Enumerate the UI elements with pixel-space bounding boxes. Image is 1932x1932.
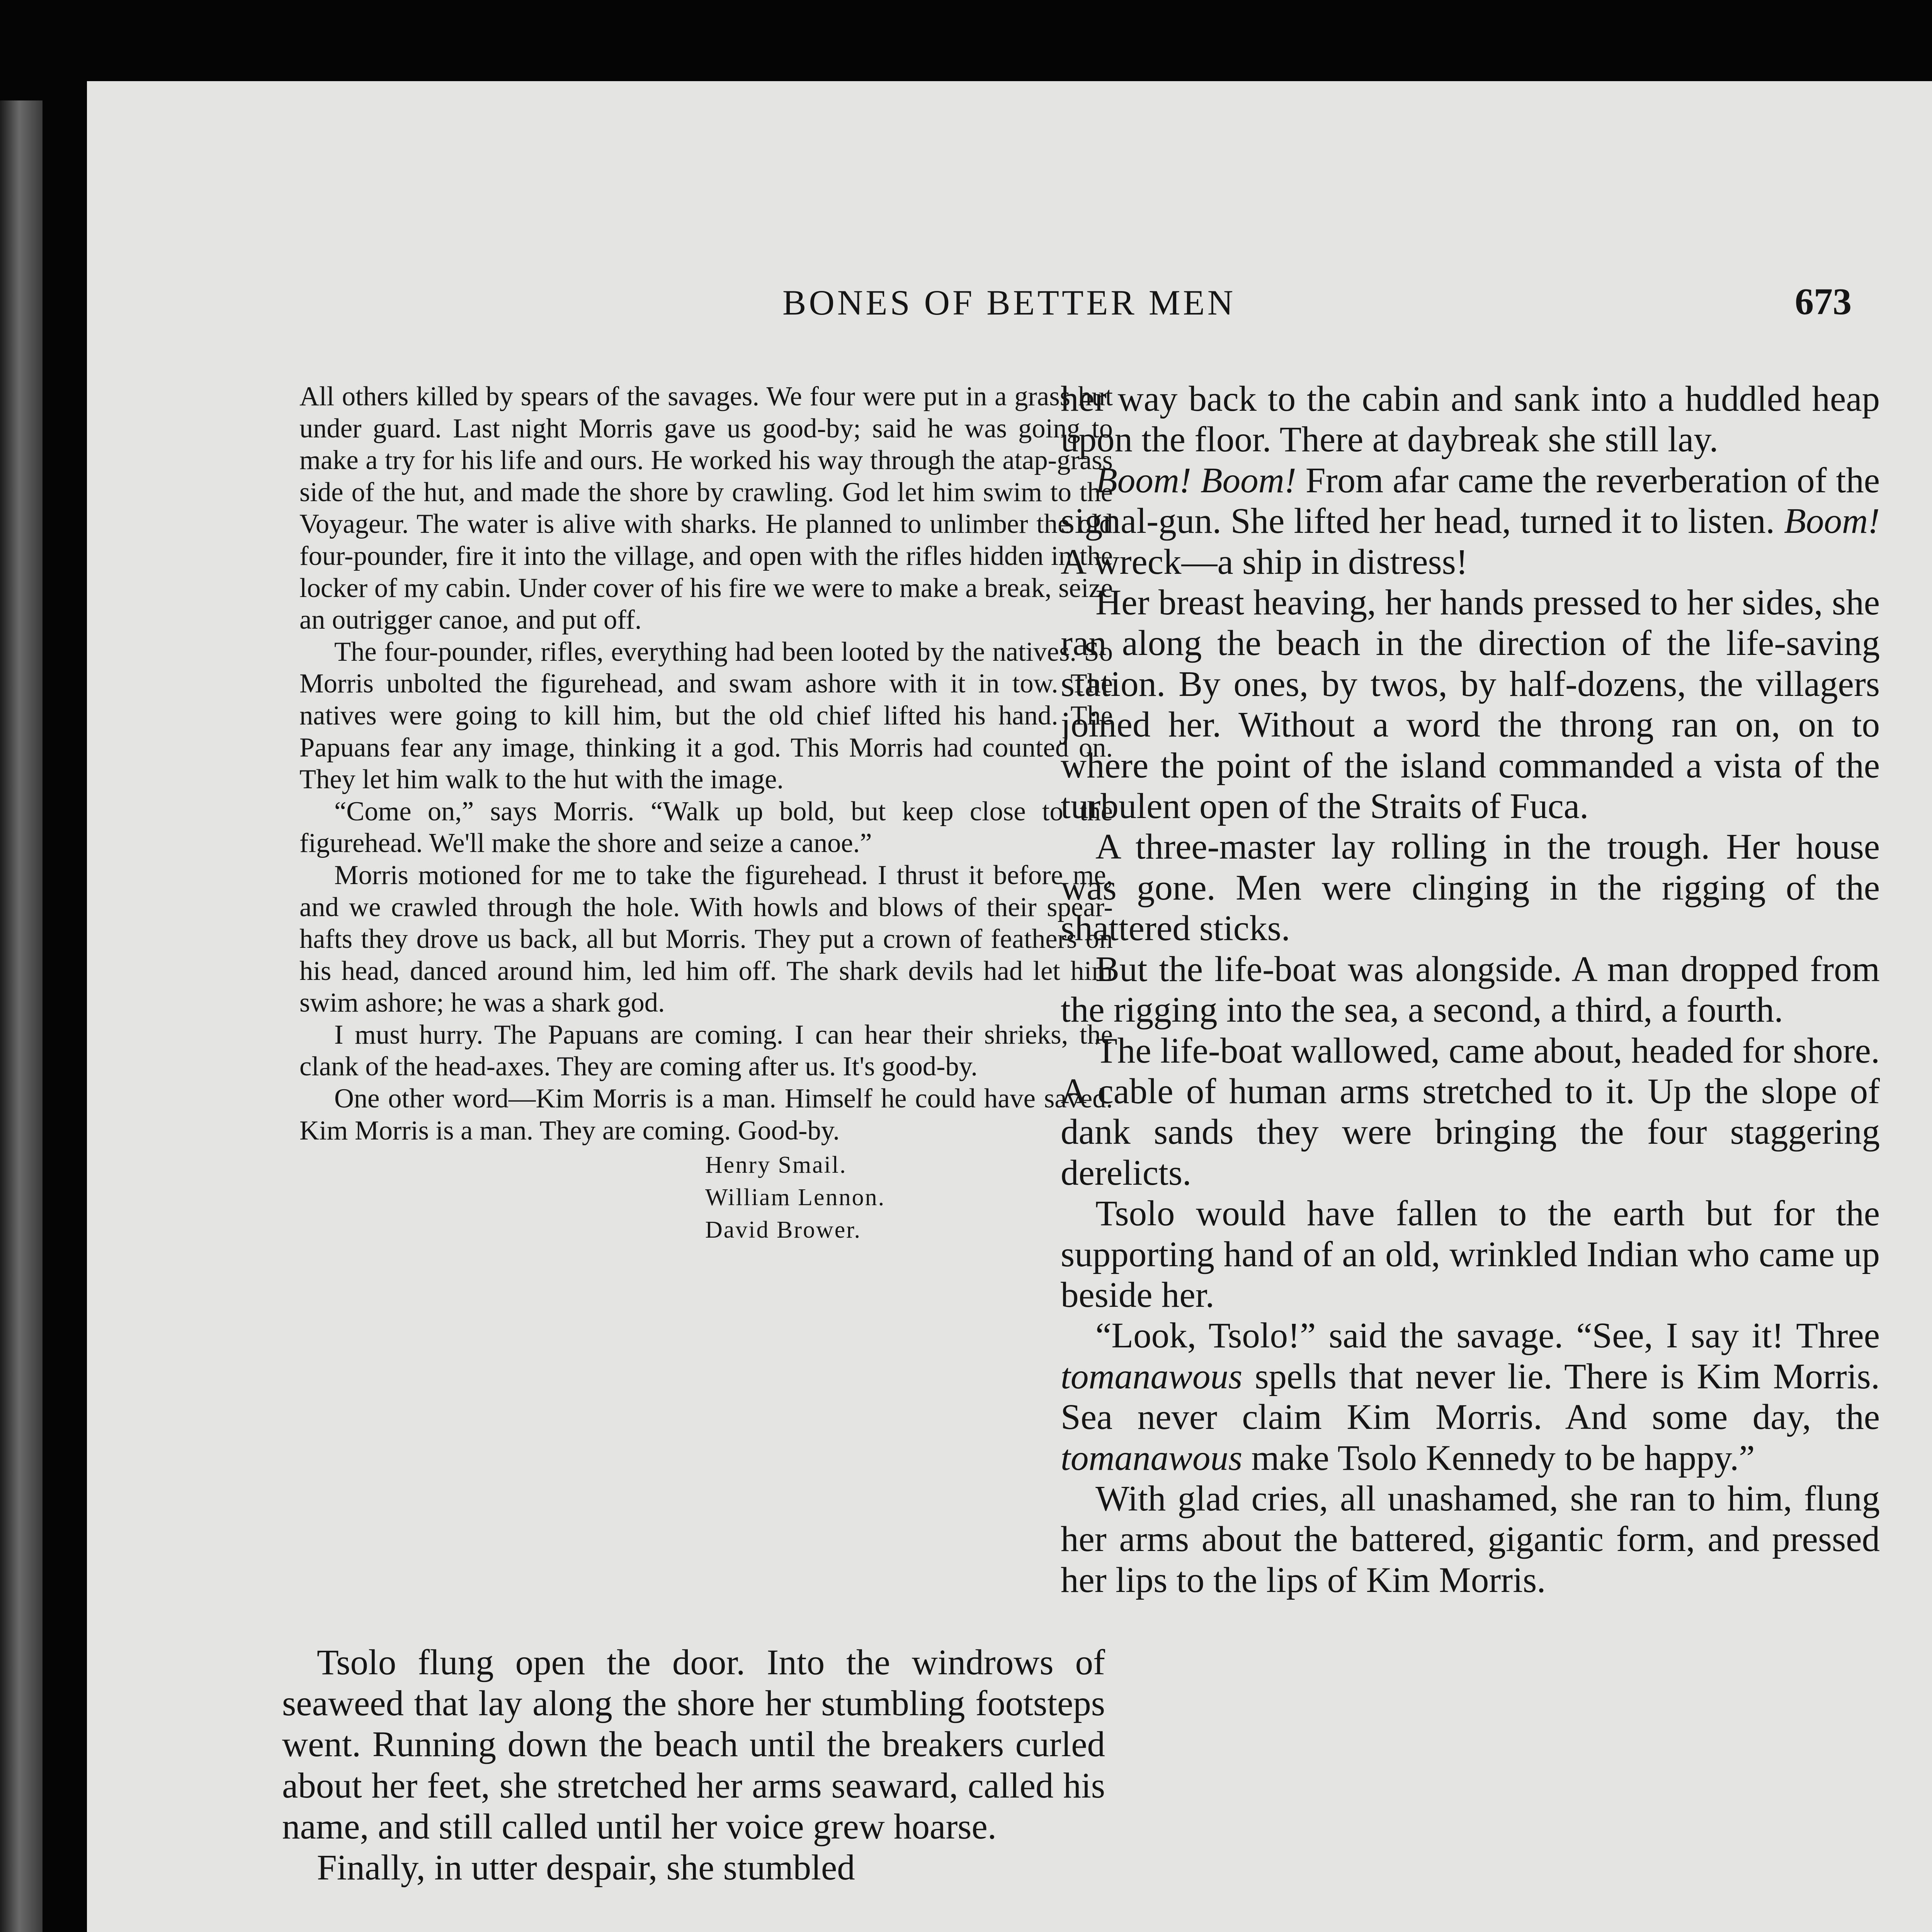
story-text: From afar came the reverberation of the signal-gun. She lifted her head, turned it to listen. <box>1061 460 1880 541</box>
story-paragraph: The life-boat wallowed, came about, headed for shore. A cable of human arms stretched to it. Up the slope of dank sands they were bringing the four staggering derelicts. <box>1061 1031 1880 1193</box>
letter-paragraph: One other word—Kim Morris is a man. Himself he could have saved. Kim Morris is a man. They are coming. Good-by. <box>299 1083 1113 1146</box>
story-paragraph: But the life-boat was alongside. A man dropped from the rigging into the sea, a second, a third, a fourth. <box>1061 949 1880 1030</box>
right-story-column <box>1061 379 1880 1600</box>
letter-paragraph: Morris motioned for me to take the figurehead. I thrust it before me, and we crawled through the hole. With howls and blows of their spear-hafts they drove us back, all but Morris. They put a crown of feathers on his head, danced around him, led him off. The shark devils had let him swim ashore; he was a shark god. <box>299 860 1113 1018</box>
emphasis: tomanawous <box>1061 1356 1243 1396</box>
running-head: BONES OF BETTER MEN <box>782 283 1236 322</box>
story-paragraph: Her breast heaving, her hands pressed to her sides, she ran along the beach in the direction of the life-saving station. By ones, by twos, by half-dozens, the villagers joined her. Without a word the throng ran on, on to where the point of the island commanded a vista of the turbulent open of the Straits of Fuca. <box>1061 583 1880 827</box>
story-paragraph: Tsolo flung open the door. Into the windrows of seaweed that lay along the shore her stumbling footsteps went. Running down the beach until the breakers curled about her feet, she stretched her arms seaward, called his name, and still called until her voice grew hoarse. <box>282 1643 1105 1847</box>
adjacent-page-edge <box>0 100 43 1932</box>
emphasis: Boom! <box>1784 501 1880 541</box>
story-text: A wreck—a ship in distress! <box>1061 542 1468 582</box>
page-number: 673 <box>1795 281 1852 323</box>
letter-paragraph: “Come on,” says Morris. “Walk up bold, but keep close to the figurehead. We'll make the shore and seize a canoe.” <box>299 796 1113 859</box>
signature: Henry Smail. <box>705 1152 847 1179</box>
emphasis: tomanawous <box>1061 1438 1243 1478</box>
magazine-page <box>87 81 1932 1932</box>
story-paragraph: A three-master lay rolling in the trough. Her house was gone. Men were clinging in the rigging of the shattered sticks. <box>1061 827 1880 949</box>
signature: William Lennon. <box>705 1184 886 1211</box>
letter-paragraph: The four-pounder, rifles, everything had been looted by the natives. So Morris unbolted the figurehead, and swam ashore with it in tow. The natives were going to kill him, but the old chief lifted his hand. The Papuans fear any image, thinking it a god. This Morris had counted on. They let him walk to the hut with the image. <box>299 636 1113 795</box>
story-text: make Tsolo Kennedy to be happy.” <box>1242 1438 1755 1478</box>
story-text: “Look, Tsolo!” said the savage. “See, I say it! Three <box>1095 1316 1880 1356</box>
story-paragraph: With glad cries, all unashamed, she ran to him, flung her arms about the battered, gigantic form, and pressed her lips to the lips of Kim Morris. <box>1061 1478 1880 1600</box>
letter-paragraph: All others killed by spears of the savages. We four were put in a grass hut under guard. Last night Morris gave us good-by; said he was going to make a try for his life and ours. He worked his way through the atap-grass side of the hut, and made the shore by crawling. God let him swim to the Voyageur. The water is alive with sharks. He planned to unlimber the old four-pounder, fire it into the village, and open with the rifles hidden in the locker of my cabin. Under cover of his fire we were to make a break, seize an outrigger canoe, and put off. <box>299 381 1113 635</box>
story-paragraph <box>1061 460 1880 582</box>
story-text: spells that never lie. There is Kim Morris. Sea never claim Kim Morris. And some day, the <box>1061 1356 1880 1437</box>
signature: David Brower. <box>705 1217 862 1243</box>
letter-signatures <box>705 1149 1113 1246</box>
letter-column <box>299 381 1113 1246</box>
story-paragraph: Finally, in utter despair, she stumbled <box>317 1848 855 1888</box>
story-paragraph: Tsolo would have fallen to the earth but for the supporting hand of an old, wrinkled Indian who came up beside her. <box>1061 1194 1880 1315</box>
emphasis: Boom! Boom! <box>1095 460 1296 500</box>
story-paragraph: her way back to the cabin and sank into a huddled heap upon the floor. There at daybreak she still lay. <box>1061 379 1880 460</box>
story-paragraph <box>1061 1315 1880 1478</box>
letter-paragraph: I must hurry. The Papuans are coming. I can hear their shrieks, the clank of the head-axes. They are coming after us. It's good-by. <box>299 1019 1113 1082</box>
left-story-column <box>282 1642 1105 1888</box>
